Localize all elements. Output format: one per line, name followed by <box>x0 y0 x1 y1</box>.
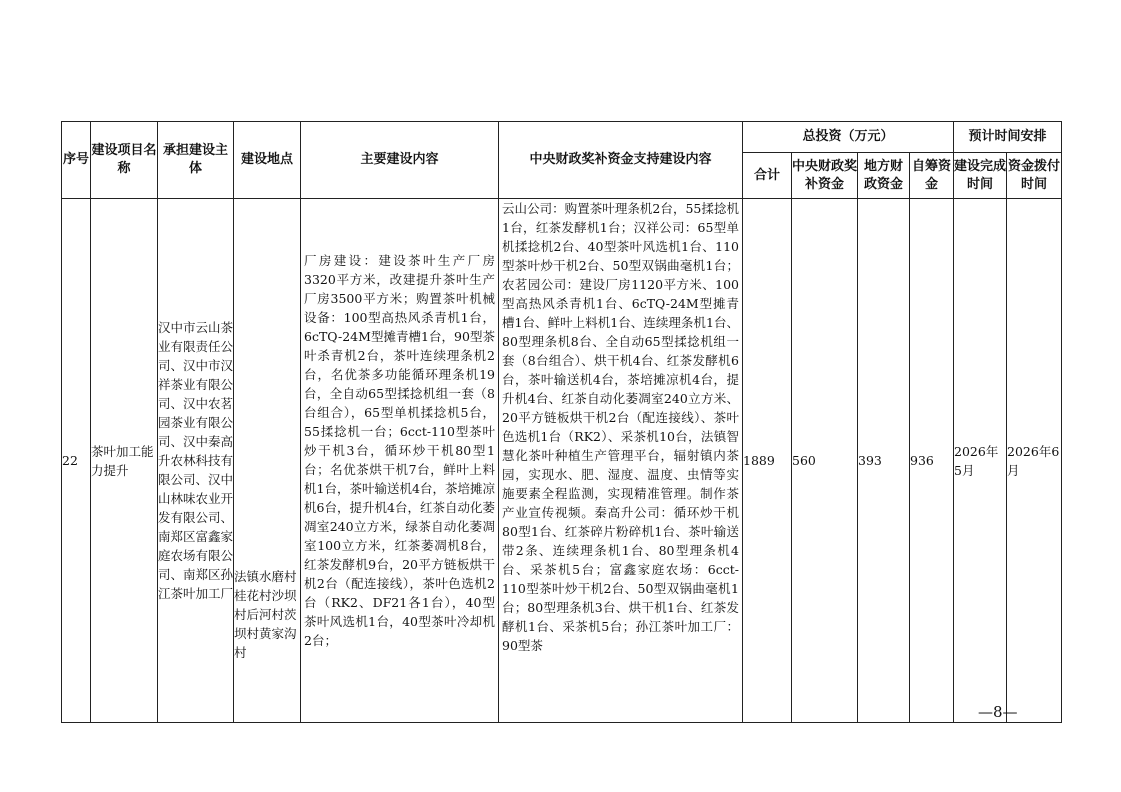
cell-local-fund: 393 <box>858 199 910 723</box>
header-location: 建设地点 <box>234 122 301 199</box>
main-content-text: 厂房建设：建设茶叶生产厂房3320平方米，改建提升茶叶生产厂房3500平方米；购置茶叶机械设备：100型高热风杀青机1台，6cTQ-24M型摊青槽1台，90型茶叶杀青机2台，茶叶连续理条机2台，名优茶多功能循环理条机19台，全自动65型揉捻机组一套（8台组合），65型单机揉捻机5台，55揉捻机一台；6cct-110型茶叶炒干机3台，循环炒干机80型1台；名优茶烘干机7台，鲜叶上料机1台，茶叶输送机4台，茶培摊凉机6台，提升机4台，红茶自动化萎凋室240立方米，绿茶自动化萎凋室100立方米，红茶萎凋机8台，红茶发酵机9台，20平方链板烘干机2台（配连接线），茶叶色选机2台（RK2、DF21各1台），40型茶叶风选机1台，40型茶叶冷却机2台； <box>304 253 495 648</box>
cell-owner: 汉中市云山茶业有限责任公司、汉中市汉祥茶业有限公司、汉中农茗园茶业有限公司、汉中秦高升农林科技有限公司、汉中山林味农业开发有限公司、南郑区富鑫家庭农场有限公司、南郑区孙江茶叶加工厂 <box>158 199 234 723</box>
cell-central-fund: 560 <box>792 199 858 723</box>
header-sub-local: 地方财政资金 <box>858 153 910 199</box>
header-sub-complete-time: 建设完成时间 <box>954 153 1007 199</box>
header-total-investment: 总投资（万元） <box>743 122 954 153</box>
table-row <box>62 199 1062 723</box>
header-sub-central: 中央财政奖补资金 <box>792 153 858 199</box>
header-main-content: 主要建设内容 <box>301 122 499 199</box>
central-content-text: 云山公司：购置茶叶理条机2台，55揉捻机1台，红茶发酵机1台；汉祥公司：65型单机揉捻机2台、40型茶叶风选机1台、110型茶叶炒干机2台、50型双锅曲毫机1台；农茗园公司：建设厂房1120平方米、100型高热风杀青机1台、6cTQ-24M型摊青槽1台、鲜叶上料机1台、连续理条机1台、80型理条机8台、全自动65型揉捻机组一套（8台组合）、烘干机4台、红茶发酵机6台，茶叶输送机4台，茶培摊凉机4台，提升机4台、红茶自动化萎凋室240立方米、20平方链板烘干机2台（配连接线）、茶叶色选机1台（RK2）、采茶机10台，法镇智慧化茶叶种植生产管理平台，辐射镇内茶园，实现水、肥、湿度、温度、虫情等实施要素全程监测，实现精准管理。制作茶产业宣传视频。秦高升公司：循环炒干机80型1台、红茶碎片粉碎机1台、茶叶输送带2条、连续理条机1台、80型理条机4台、采茶机5台；富鑫家庭农场：6cct-110型茶叶炒干机2台、50型双锅曲毫机1台；80型理条机3台、烘干机1台、红茶发酵机1台、采茶机5台；孙江茶叶加工厂：90型茶 <box>502 201 739 653</box>
cell-complete-time: 2026年5月 <box>954 199 1007 723</box>
header-schedule: 预计时间安排 <box>954 122 1062 153</box>
page-number: —8— <box>978 703 1018 721</box>
project-table <box>61 121 1062 723</box>
header-central-support: 中央财政奖补资金支持建设内容 <box>499 122 743 199</box>
header-row-top <box>62 122 1062 153</box>
cell-self-fund: 936 <box>910 199 954 723</box>
cell-fund-time: 2026年6月 <box>1007 199 1062 723</box>
header-owner: 承担建设主体 <box>158 122 234 199</box>
cell-main-content <box>301 199 499 723</box>
cell-project-name: 茶叶加工能力提升 <box>91 199 158 723</box>
cell-central-content <box>499 199 743 723</box>
header-sub-total: 合计 <box>743 153 792 199</box>
cell-total: 1889 <box>743 199 792 723</box>
cell-seq: 22 <box>62 199 91 723</box>
header-seq: 序号 <box>62 122 91 199</box>
header-project-name: 建设项目名称 <box>91 122 158 199</box>
header-sub-fund-time: 资金拨付时间 <box>1007 153 1062 199</box>
cell-location: 法镇水磨村桂花村沙坝村后河村茨坝村黄家沟村 <box>234 199 301 723</box>
header-sub-self: 自筹资金 <box>910 153 954 199</box>
